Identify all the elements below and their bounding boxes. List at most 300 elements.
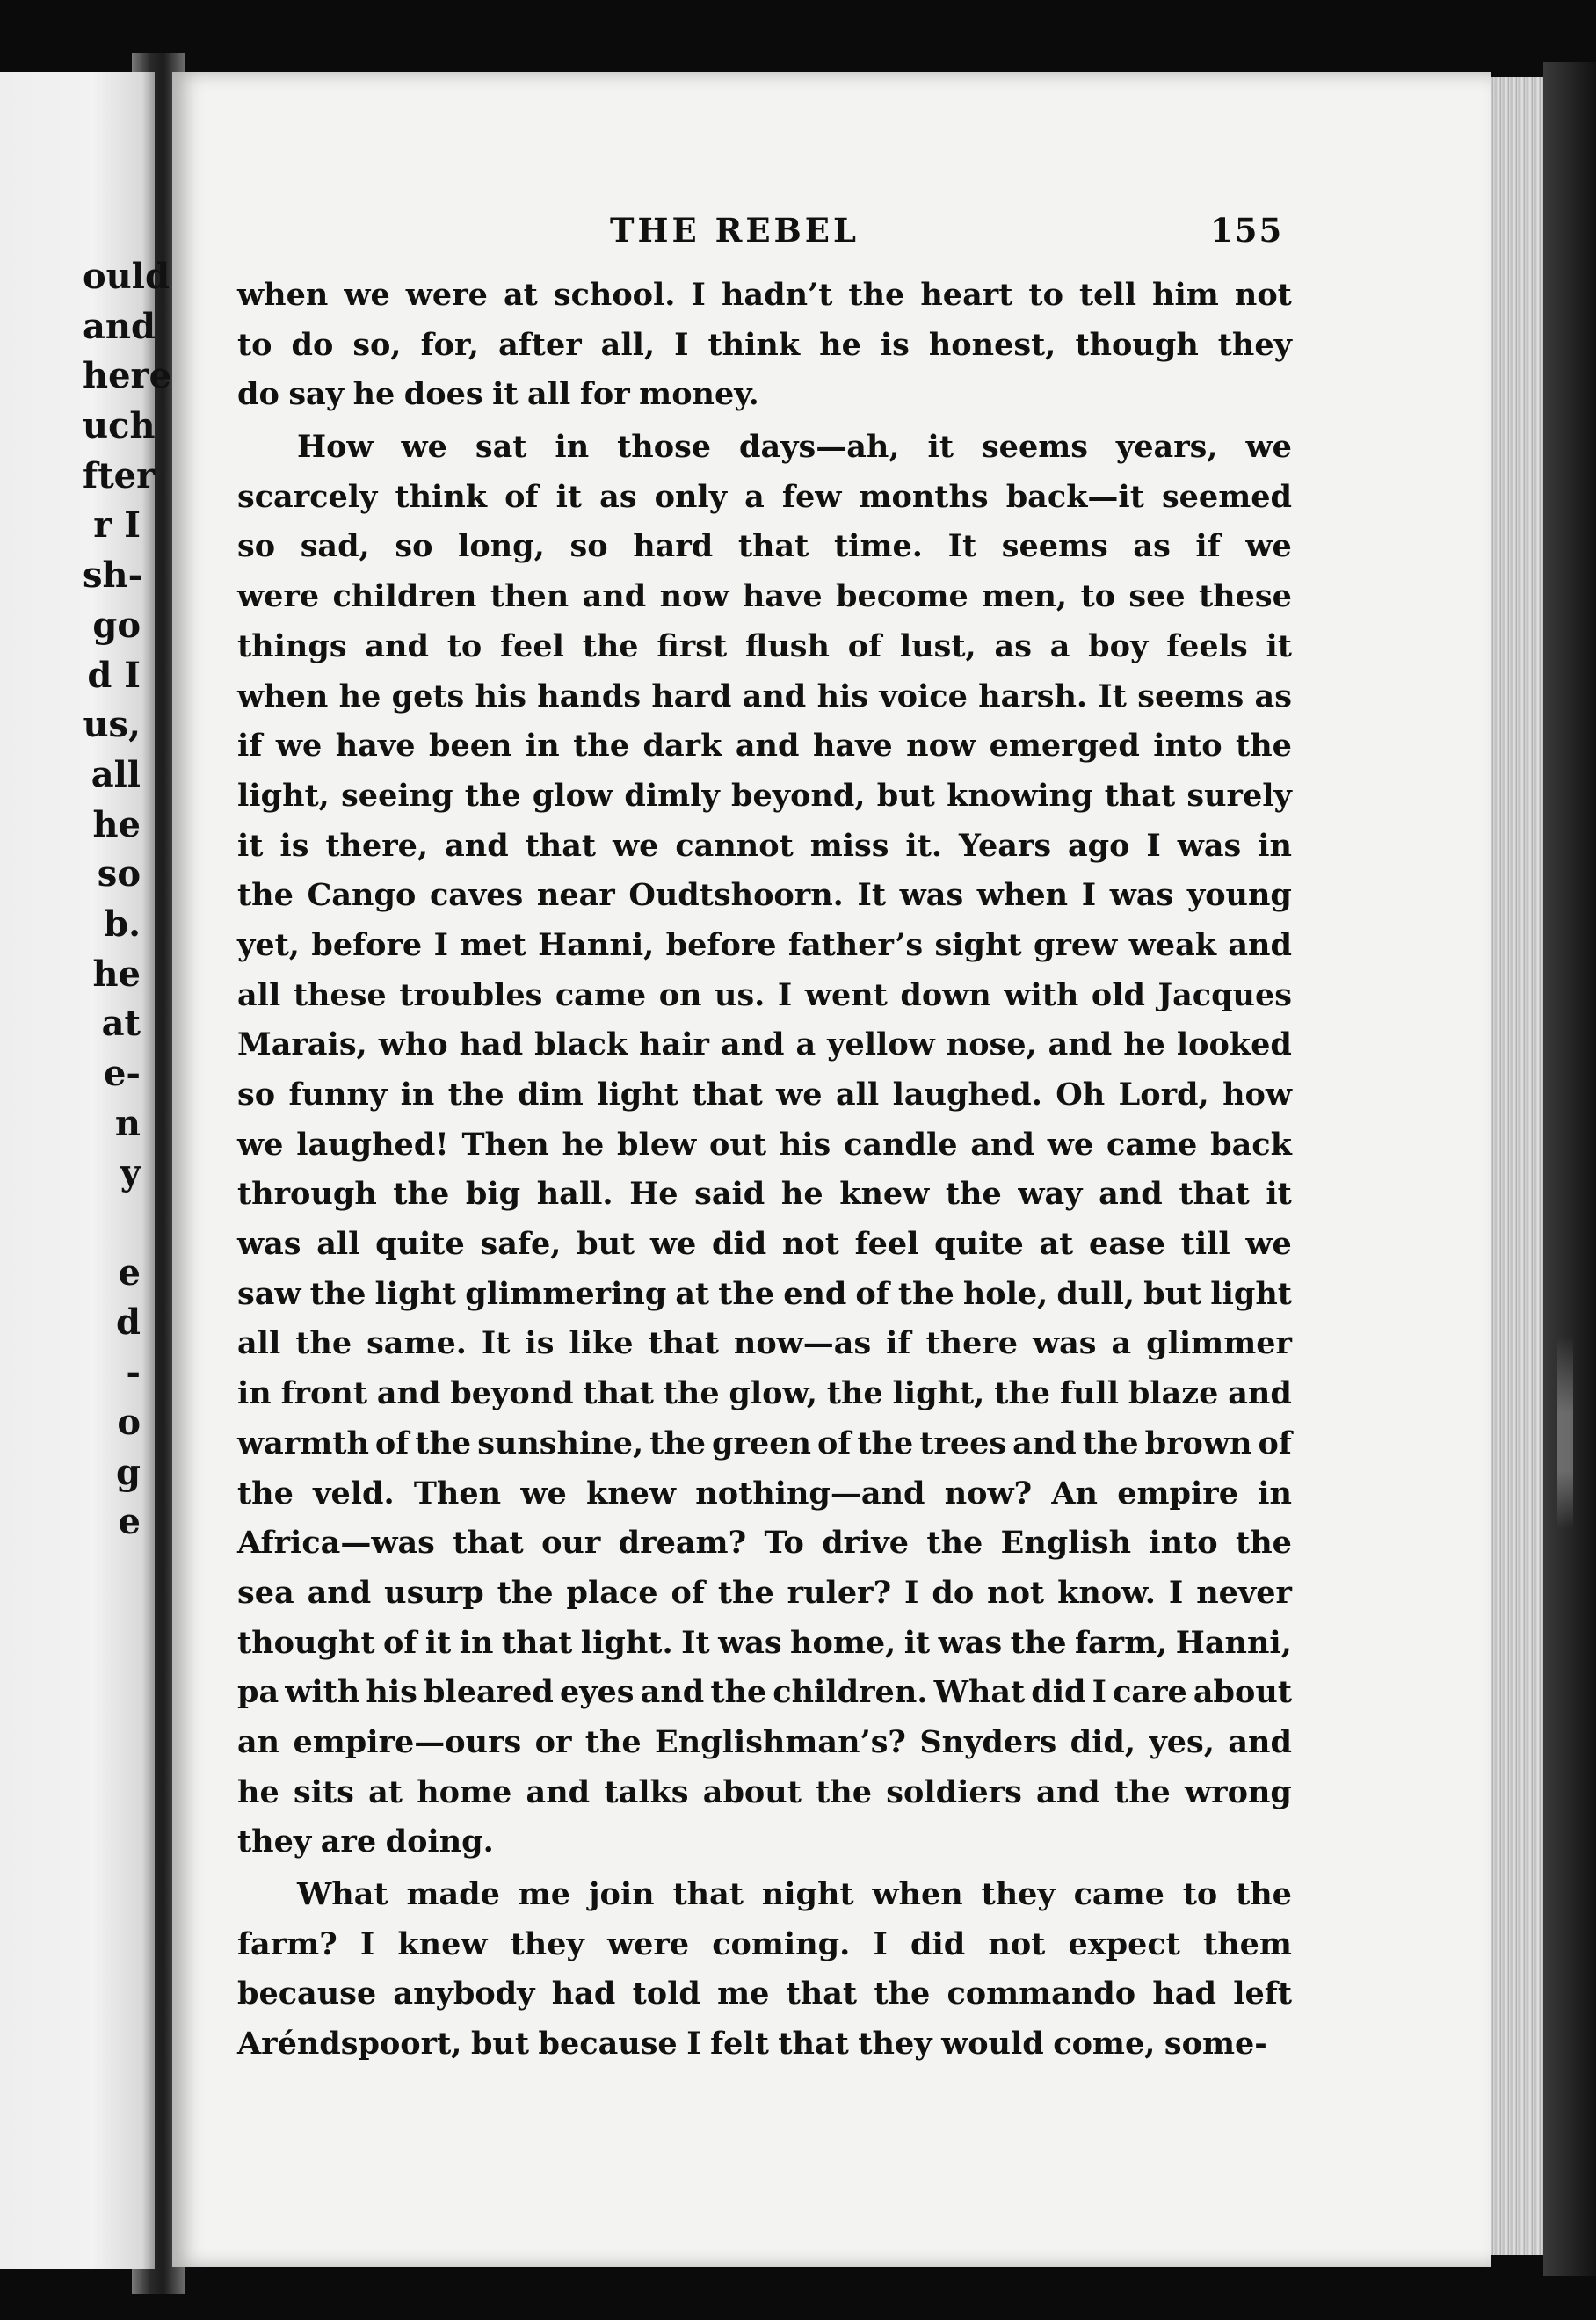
word: that xyxy=(525,827,597,864)
word: said xyxy=(694,1176,765,1213)
previous-page-line xyxy=(0,1049,149,1099)
text-line xyxy=(237,2019,1292,2070)
word: sight xyxy=(934,926,1022,963)
word: It xyxy=(947,528,977,565)
word: quite xyxy=(375,1226,465,1263)
word: I xyxy=(873,1925,888,1962)
word: would xyxy=(941,2026,1044,2063)
word: I xyxy=(1092,1674,1106,1711)
previous-page-line xyxy=(0,1199,149,1249)
word: not xyxy=(987,1574,1045,1611)
text-line xyxy=(237,1718,1292,1768)
word: and xyxy=(445,827,509,864)
previous-page-line-text: he xyxy=(92,803,141,845)
text-line xyxy=(237,1969,1292,2019)
word: because xyxy=(237,1976,377,2012)
word: Then xyxy=(413,1475,502,1512)
word: back xyxy=(1210,1126,1292,1163)
word: or xyxy=(534,1723,572,1760)
word: it xyxy=(424,1624,452,1661)
word: empire—ours xyxy=(293,1723,522,1760)
word: candle xyxy=(844,1126,958,1163)
word: dim xyxy=(518,1077,584,1113)
word: he xyxy=(237,1773,279,1810)
word: troubles xyxy=(399,976,543,1013)
word: same. xyxy=(366,1325,467,1362)
word: an xyxy=(237,1723,280,1760)
word: quite xyxy=(934,1226,1024,1263)
word: knowing xyxy=(947,777,1093,814)
word: the xyxy=(816,1773,873,1810)
word: to xyxy=(1080,578,1115,615)
word: money. xyxy=(639,376,759,413)
word: the xyxy=(926,1525,983,1562)
word: they xyxy=(510,1925,584,1962)
word: months xyxy=(859,478,989,515)
word: not xyxy=(1234,277,1292,313)
word: few xyxy=(781,478,842,515)
word: It xyxy=(857,877,887,914)
word: seems xyxy=(1137,678,1244,714)
word: about xyxy=(702,1773,802,1810)
previous-page-line-text: o xyxy=(117,1401,141,1443)
word: thought xyxy=(237,1624,375,1661)
word: at xyxy=(1039,1226,1074,1263)
word: light, xyxy=(892,1375,985,1412)
word: his xyxy=(816,678,869,714)
word: the xyxy=(663,1375,720,1412)
word: we xyxy=(1245,429,1292,466)
word: we xyxy=(344,277,390,313)
word: but xyxy=(876,777,935,814)
word: light xyxy=(597,1077,678,1113)
word: Then xyxy=(461,1126,549,1163)
word: that xyxy=(501,1624,573,1661)
previous-page-line xyxy=(0,1398,149,1448)
word: we xyxy=(237,1126,284,1163)
word: in xyxy=(525,728,560,765)
text-line xyxy=(237,1920,1292,1970)
word: our xyxy=(541,1525,601,1562)
previous-page-line-text: e- xyxy=(103,1053,141,1094)
word: beyond xyxy=(450,1375,574,1412)
word: seeing xyxy=(341,777,453,814)
word: when xyxy=(237,277,329,313)
word: the xyxy=(1114,1773,1171,1810)
word: they xyxy=(858,2026,932,2063)
word: lust, xyxy=(899,627,976,664)
word: in xyxy=(400,1077,435,1113)
word: caves xyxy=(429,877,524,914)
word: that xyxy=(453,1525,524,1562)
text-line xyxy=(237,1220,1292,1270)
word: have xyxy=(812,728,893,765)
text-line xyxy=(237,1070,1292,1120)
word: and xyxy=(526,1773,591,1810)
word: and xyxy=(970,1126,1034,1163)
text-line xyxy=(237,1619,1292,1669)
word: we xyxy=(649,1226,697,1263)
previous-page-line xyxy=(0,551,149,601)
word: coming. xyxy=(712,1925,851,1962)
word: hair xyxy=(639,1026,709,1063)
word: emerged xyxy=(989,728,1140,765)
word: it. xyxy=(905,827,943,864)
word: of xyxy=(671,1574,705,1611)
word: now? xyxy=(944,1475,1033,1512)
word: in xyxy=(1258,1475,1292,1512)
word: and xyxy=(1228,1723,1292,1760)
word: if xyxy=(1195,528,1221,565)
text-line xyxy=(237,1170,1292,1220)
word: that xyxy=(778,2026,849,2063)
word: he xyxy=(338,678,381,714)
word: the xyxy=(584,1723,642,1760)
word: on xyxy=(658,976,702,1013)
word: hole, xyxy=(962,1275,1048,1312)
word: funny xyxy=(288,1077,388,1113)
text-line xyxy=(237,672,1292,722)
previous-page-line xyxy=(0,302,156,352)
word: they xyxy=(1217,326,1292,363)
word: looked xyxy=(1176,1026,1292,1063)
word: into xyxy=(1153,728,1222,765)
text-line xyxy=(237,1870,1292,1920)
word: years, xyxy=(1115,429,1218,466)
word: that xyxy=(786,1976,858,2012)
word: it xyxy=(927,429,954,466)
text-line xyxy=(237,1419,1292,1469)
word: all xyxy=(237,1325,281,1362)
word: Hanni, xyxy=(538,926,655,963)
word: so xyxy=(237,528,276,565)
previous-page-line-text: here xyxy=(83,355,172,397)
word: was xyxy=(1177,827,1242,864)
word: Hanni, xyxy=(1175,1624,1292,1661)
word: sat xyxy=(475,429,527,466)
previous-page-line xyxy=(0,1249,149,1299)
word: the xyxy=(582,627,639,664)
word: time. xyxy=(833,528,923,565)
word: only xyxy=(654,478,728,515)
word: some- xyxy=(1164,2026,1267,2063)
word: till xyxy=(1180,1226,1230,1263)
word: the xyxy=(717,1574,774,1611)
word: days—ah, xyxy=(739,429,900,466)
previous-page-line xyxy=(0,651,149,701)
word: that xyxy=(692,1077,763,1113)
word: anybody xyxy=(393,1976,535,2012)
word: glow, xyxy=(729,1375,817,1412)
word: he xyxy=(819,326,861,363)
word: the xyxy=(309,1275,366,1312)
word: there xyxy=(925,1325,1019,1362)
word: end xyxy=(783,1275,847,1312)
word: What xyxy=(933,1674,1026,1711)
word: pa xyxy=(237,1674,279,1711)
word: night xyxy=(761,1876,854,1912)
word: so, xyxy=(352,326,402,363)
book-cover-edge xyxy=(1543,62,1596,2276)
text-line xyxy=(237,971,1292,1021)
word: that xyxy=(672,1876,744,1912)
word: him xyxy=(1152,277,1219,313)
text-line xyxy=(237,772,1292,822)
word: say xyxy=(288,376,345,413)
word: then xyxy=(490,578,569,615)
text-line xyxy=(237,1817,1292,1867)
word: they xyxy=(981,1876,1056,1912)
word: see xyxy=(1128,578,1186,615)
word: commando xyxy=(947,1976,1136,2012)
previous-page-line xyxy=(0,700,149,750)
word: glimmer xyxy=(1146,1325,1292,1362)
text-line xyxy=(237,1020,1292,1070)
text-line xyxy=(237,271,1292,321)
text-line xyxy=(237,522,1292,572)
word: light, xyxy=(237,777,330,814)
word: Oh xyxy=(1056,1077,1106,1113)
word: Aréndspoort, xyxy=(237,2026,462,2063)
previous-page-line-text: d xyxy=(116,1301,141,1344)
word: but xyxy=(1143,1275,1202,1312)
word: came xyxy=(1106,1126,1198,1163)
word: things xyxy=(237,627,347,664)
previous-page-line xyxy=(0,1497,149,1548)
word: we xyxy=(401,429,447,466)
word: and xyxy=(582,578,647,615)
word: glow xyxy=(532,777,613,814)
previous-page-line-text: r I xyxy=(93,504,141,547)
word: children. xyxy=(773,1674,928,1711)
word: light. xyxy=(580,1624,673,1661)
word: was xyxy=(237,1226,301,1263)
word: is xyxy=(525,1325,555,1362)
previous-page-line xyxy=(0,352,172,402)
word: home xyxy=(417,1773,512,1810)
word: are xyxy=(320,1823,377,1860)
previous-page-line-text: at xyxy=(101,1003,141,1045)
word: glimmering xyxy=(465,1275,667,1312)
word: voice xyxy=(879,678,968,714)
previous-page-line-text: g xyxy=(116,1451,141,1493)
word: the xyxy=(994,1375,1051,1412)
word: come, xyxy=(1053,2026,1156,2063)
word: we xyxy=(613,827,659,864)
previous-page-line xyxy=(0,900,149,950)
word: back—it xyxy=(1005,478,1144,515)
word: feel xyxy=(500,627,564,664)
text-line xyxy=(237,572,1292,622)
word: me xyxy=(518,1876,571,1912)
word: the xyxy=(1010,1624,1067,1661)
previous-page-line xyxy=(0,850,149,900)
word: through xyxy=(237,1176,377,1213)
word: now—as xyxy=(733,1325,872,1362)
word: went xyxy=(804,976,888,1013)
word: full xyxy=(1059,1375,1119,1412)
word: It xyxy=(481,1325,511,1362)
word: his xyxy=(366,1674,417,1711)
word: like xyxy=(569,1325,634,1362)
word: all xyxy=(316,1226,360,1263)
word: had xyxy=(459,1026,524,1063)
word: he xyxy=(780,1176,823,1213)
word: the xyxy=(237,1475,294,1512)
word: yes, xyxy=(1149,1723,1215,1760)
word: in xyxy=(1258,827,1292,864)
word: old xyxy=(1091,976,1145,1013)
word: that xyxy=(1179,1176,1250,1213)
word: do xyxy=(932,1574,975,1611)
word: his xyxy=(779,1126,831,1163)
text-line xyxy=(237,1369,1292,1419)
word: his xyxy=(475,678,526,714)
word: laughed! xyxy=(296,1126,449,1163)
word: big xyxy=(465,1176,521,1213)
word: and xyxy=(742,678,807,714)
word: I xyxy=(433,926,448,963)
word: I xyxy=(1168,1574,1184,1611)
word: that xyxy=(648,1325,719,1362)
word: sea xyxy=(237,1574,294,1611)
word: young xyxy=(1186,877,1292,914)
word: we xyxy=(1245,1226,1292,1263)
word: sunshine, xyxy=(477,1425,644,1461)
text-line xyxy=(237,1469,1292,1519)
word: Years xyxy=(959,827,1052,864)
previous-page-line-text: and xyxy=(83,305,156,347)
text-line xyxy=(237,1270,1292,1320)
word: all xyxy=(237,976,281,1013)
word: hands xyxy=(537,678,642,714)
word: there, xyxy=(325,827,429,864)
word: he xyxy=(352,376,395,413)
word: because xyxy=(538,2026,678,2063)
word: Jacques xyxy=(1157,976,1292,1013)
word: and xyxy=(365,627,429,664)
word: about xyxy=(1193,1674,1292,1711)
word: and xyxy=(307,1574,372,1611)
previous-page-line-text: us, xyxy=(83,704,141,746)
word: dimly xyxy=(624,777,720,814)
word: it xyxy=(237,827,264,864)
word: school. xyxy=(553,277,676,313)
word: the xyxy=(945,1176,1002,1213)
word: do xyxy=(291,326,334,363)
word: the xyxy=(1236,1525,1292,1562)
word: the xyxy=(447,1077,504,1113)
previous-page-line xyxy=(0,801,149,851)
word: hard xyxy=(633,528,714,565)
word: we xyxy=(275,728,323,765)
word: usurp xyxy=(384,1574,484,1611)
word: so xyxy=(395,528,433,565)
word: green xyxy=(712,1425,811,1461)
previous-page-line-text: sh- xyxy=(83,555,143,597)
word: in xyxy=(237,1375,272,1412)
word: I xyxy=(691,277,706,313)
word: but xyxy=(577,1226,635,1263)
word: the xyxy=(710,1674,767,1711)
cover-spine-mark xyxy=(1557,1336,1573,1529)
word: of xyxy=(847,627,882,664)
word: saw xyxy=(237,1275,301,1312)
word: long, xyxy=(458,528,545,565)
word: way xyxy=(1018,1176,1083,1213)
previous-page-line-text: uch xyxy=(83,405,156,447)
word: ease xyxy=(1089,1226,1165,1263)
word: how xyxy=(1222,1077,1292,1113)
word: How xyxy=(297,429,374,466)
word: beyond, xyxy=(731,777,866,814)
word: that xyxy=(583,1375,654,1412)
previous-page-line-text: go xyxy=(92,604,141,646)
body-text xyxy=(237,271,1292,2070)
previous-page-line-text: e xyxy=(118,1251,141,1294)
word: and xyxy=(376,1375,441,1412)
word: at xyxy=(503,277,538,313)
word: I xyxy=(1146,827,1161,864)
word: not xyxy=(781,1226,839,1263)
word: before xyxy=(665,926,777,963)
word: the xyxy=(649,1425,707,1461)
word: were xyxy=(405,277,488,313)
word: the xyxy=(874,1976,931,2012)
word: all xyxy=(527,376,571,413)
word: sad, xyxy=(300,528,370,565)
previous-page-line-text: ould xyxy=(83,256,170,297)
word: with xyxy=(285,1674,360,1711)
word: I xyxy=(359,1925,375,1962)
page-header xyxy=(172,204,1491,257)
word: nose, xyxy=(946,1026,1037,1063)
word: the xyxy=(1082,1425,1139,1461)
word: near xyxy=(536,877,615,914)
word: care xyxy=(1113,1674,1187,1711)
word: is xyxy=(279,827,309,864)
text-line xyxy=(237,1519,1292,1569)
word: left xyxy=(1233,1976,1292,2012)
previous-page-line xyxy=(0,750,149,801)
word: as xyxy=(1254,678,1292,714)
word: farm? xyxy=(237,1925,337,1962)
previous-page-line-text: all xyxy=(91,753,141,795)
word: of xyxy=(1258,1425,1292,1461)
word: he xyxy=(1123,1026,1165,1063)
word: knew xyxy=(585,1475,677,1512)
page-number: 155 xyxy=(1210,211,1284,250)
word: it xyxy=(1266,1176,1292,1213)
word: the xyxy=(573,728,630,765)
word: farm, xyxy=(1074,1624,1168,1661)
word: gets xyxy=(391,678,465,714)
word: when xyxy=(872,1876,963,1912)
text-line xyxy=(237,321,1292,371)
word: flush xyxy=(744,627,830,664)
word: felt xyxy=(710,2026,769,2063)
word: eyes xyxy=(559,1674,635,1711)
word: he xyxy=(562,1126,605,1163)
word: did xyxy=(711,1226,767,1263)
word: and xyxy=(1012,1425,1077,1461)
word: and xyxy=(640,1674,705,1711)
word: miss xyxy=(809,827,889,864)
word: the xyxy=(857,1425,914,1461)
previous-page-line xyxy=(0,501,149,551)
word: me xyxy=(717,1976,770,2012)
previous-page-line xyxy=(0,452,156,502)
